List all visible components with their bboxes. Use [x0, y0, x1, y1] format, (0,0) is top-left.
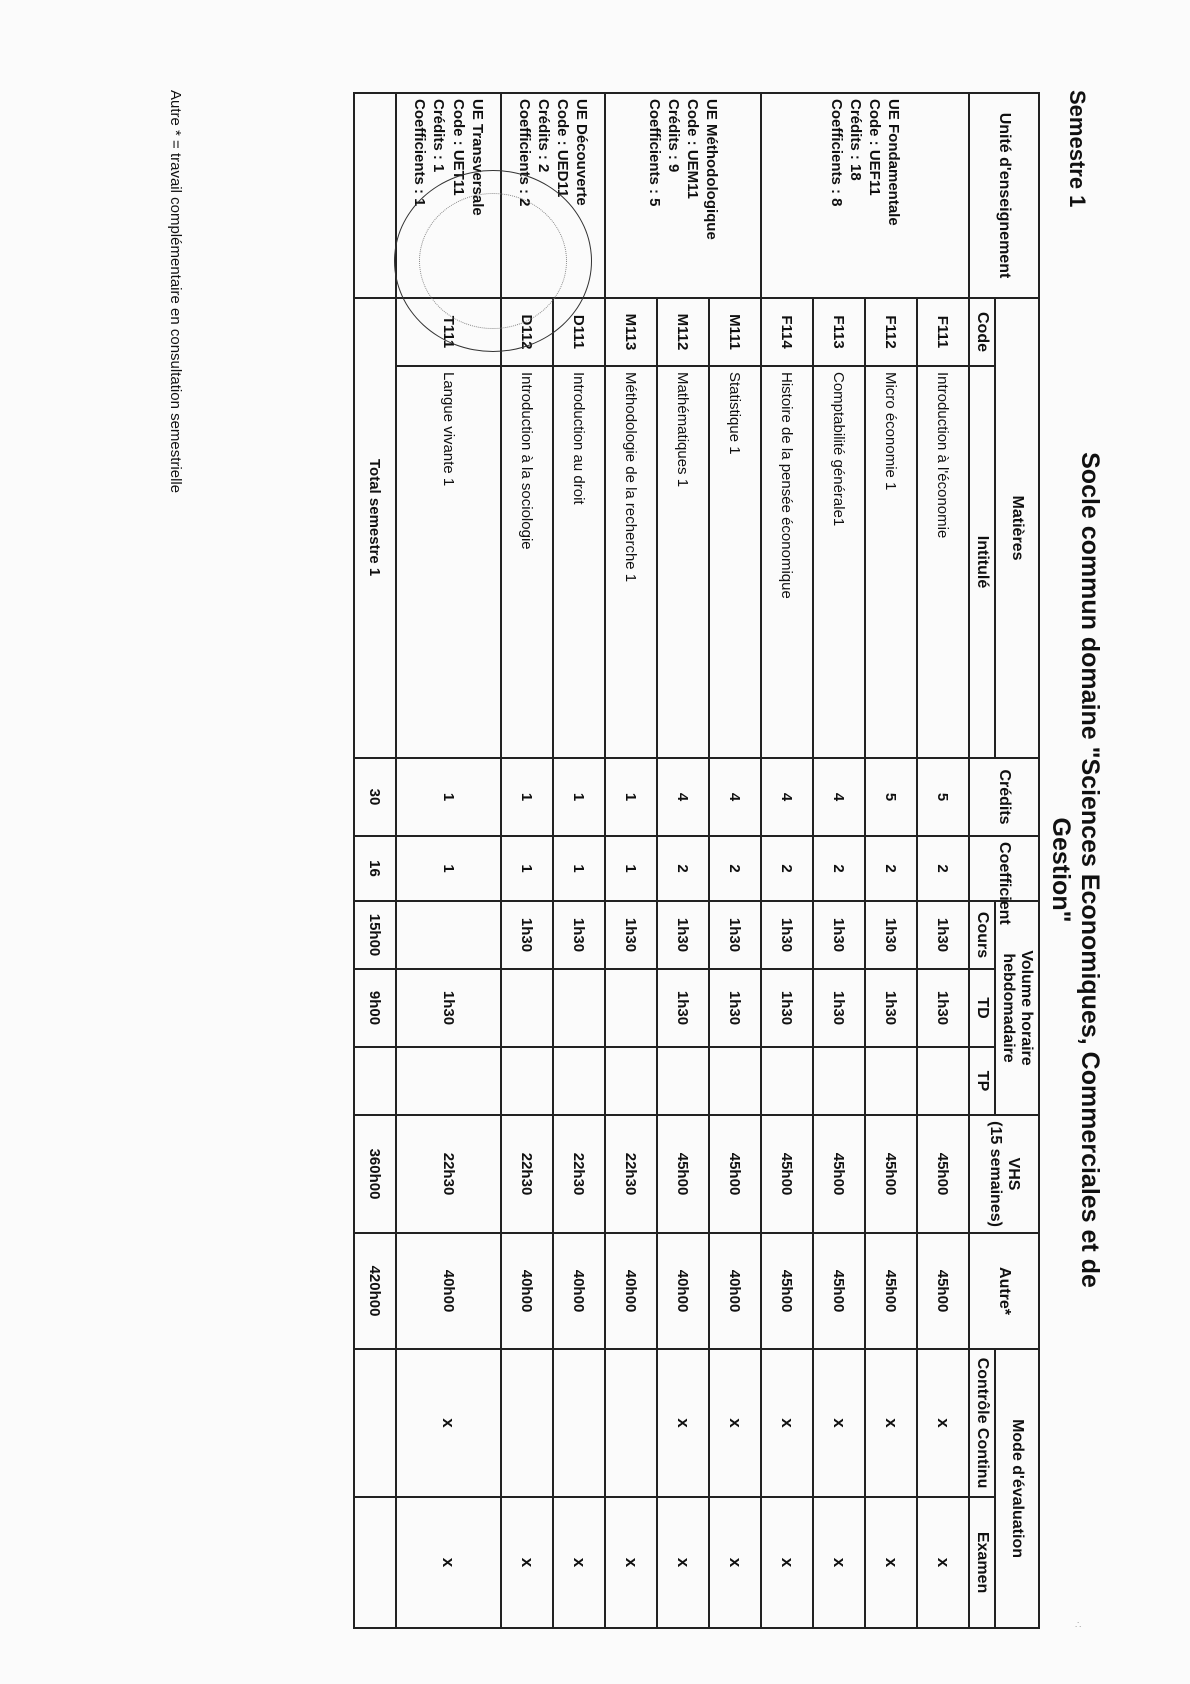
tp-cell	[553, 1047, 605, 1115]
seal-inner-ring	[419, 193, 567, 329]
intitule-cell: Comptabilité générale1	[813, 366, 865, 758]
intitule-cell: Micro économie 1	[865, 366, 917, 758]
credits-cell: 1	[605, 758, 657, 836]
header-autre: Autre*	[969, 1233, 1039, 1349]
examen-cell: x	[396, 1497, 501, 1628]
semester-heading: Semestre 1	[1065, 90, 1090, 208]
document-title: Socle commun domaine "Sciences Economiques, Commerciales et de Gestion"	[1047, 452, 1104, 1288]
examen-cell: x	[709, 1497, 761, 1628]
controle-continu-cell: x	[709, 1349, 761, 1497]
examen-cell: x	[605, 1497, 657, 1628]
table-row	[761, 93, 813, 1628]
coefficient-cell: 1	[605, 836, 657, 901]
tp-cell	[657, 1047, 709, 1115]
header-credits: Crédits	[969, 758, 1039, 836]
autre-cell: 40h00	[605, 1233, 657, 1349]
td-cell	[501, 969, 553, 1047]
coefficient-cell: 2	[761, 836, 813, 901]
total-tp-cell	[354, 1047, 396, 1115]
total-exam-cell	[354, 1497, 396, 1628]
controle-continu-cell	[605, 1349, 657, 1497]
autre-cell: 45h00	[865, 1233, 917, 1349]
tp-cell	[865, 1047, 917, 1115]
examen-cell: x	[761, 1497, 813, 1628]
intitule-cell: Statistique 1	[709, 366, 761, 758]
examen-cell: x	[813, 1497, 865, 1628]
header-intitule: Intitulé	[969, 366, 995, 758]
unit-line: UE Méthodologique	[703, 99, 721, 240]
vhs-cell: 45h00	[865, 1115, 917, 1233]
examen-cell: x	[501, 1497, 553, 1628]
code-cell: D112	[501, 298, 553, 366]
total-cours-cell: 15h00	[354, 901, 396, 969]
code-cell: M112	[657, 298, 709, 366]
rotated-content	[50, 90, 1110, 1630]
credits-cell: 4	[761, 758, 813, 836]
total-coef-cell: 16	[354, 836, 396, 901]
cours-cell: 1h30	[761, 901, 813, 969]
coefficient-cell: 2	[917, 836, 969, 901]
examen-cell: x	[865, 1497, 917, 1628]
td-cell	[605, 969, 657, 1047]
total-vhs-cell: 360h00	[354, 1115, 396, 1233]
vhs-cell: 22h30	[501, 1115, 553, 1233]
unit-line: UE Transversale	[468, 99, 486, 216]
table-row	[657, 93, 709, 1628]
controle-continu-cell: x	[917, 1349, 969, 1497]
unit-line: Crédits : 9	[665, 99, 682, 173]
credits-cell: 1	[501, 758, 553, 836]
credits-cell: 5	[865, 758, 917, 836]
intitule-cell: Méthodologie de la recherche 1	[605, 366, 657, 758]
td-cell: 1h30	[917, 969, 969, 1047]
controle-continu-cell: x	[813, 1349, 865, 1497]
tp-cell	[605, 1047, 657, 1115]
header-tp: TP	[969, 1047, 995, 1115]
header-coefficient: Coefficient	[969, 836, 1039, 901]
controle-continu-cell	[501, 1349, 553, 1497]
coefficient-cell: 1	[553, 836, 605, 901]
coefficient-cell: 1	[396, 836, 501, 901]
table-row	[605, 93, 657, 1628]
vhs-cell: 45h00	[657, 1115, 709, 1233]
unit-line: Coefficients : 1	[411, 99, 429, 207]
vhs-cell: 45h00	[709, 1115, 761, 1233]
total-row	[354, 93, 396, 1628]
corner-mark: ∴	[1075, 1620, 1082, 1631]
unit-line: Coefficients : 8	[827, 99, 845, 207]
coefficient-cell: 2	[865, 836, 917, 901]
vhs-cell: 22h30	[553, 1115, 605, 1233]
td-cell: 1h30	[865, 969, 917, 1047]
intitule-cell: Langue vivante 1	[396, 366, 501, 758]
unit-line: Coefficients : 2	[515, 99, 533, 207]
header-volume-horaire: Volume horaire hebdomadaire	[995, 901, 1039, 1115]
credits-cell: 4	[813, 758, 865, 836]
td-cell: 1h30	[396, 969, 501, 1047]
total-credits-cell: 30	[354, 758, 396, 836]
vhs-cell: 22h30	[396, 1115, 501, 1233]
header-controle-continu: Contrôle Continu	[969, 1349, 995, 1497]
autre-cell: 40h00	[501, 1233, 553, 1349]
intitule-cell: Introduction à la sociologie	[501, 366, 553, 758]
table-row	[709, 93, 761, 1628]
header-examen: Examen	[969, 1497, 995, 1628]
code-cell: F112	[865, 298, 917, 366]
header-vhs-label: VHS	[1005, 1157, 1022, 1191]
unit-line: Crédits : 1	[430, 99, 448, 173]
controle-continu-cell: x	[761, 1349, 813, 1497]
vhs-cell: 45h00	[813, 1115, 865, 1233]
unit-cell	[605, 93, 761, 298]
autre-cell: 45h00	[813, 1233, 865, 1349]
credits-cell: 1	[553, 758, 605, 836]
header-vhs-sub: (15 semaines)	[987, 1121, 1004, 1227]
header-matieres: Matières	[995, 298, 1039, 758]
code-cell: F113	[813, 298, 865, 366]
vhs-cell: 45h00	[761, 1115, 813, 1233]
autre-cell: 45h00	[761, 1233, 813, 1349]
intitule-cell: Mathématiques 1	[657, 366, 709, 758]
code-cell: F114	[761, 298, 813, 366]
total-blank-cell	[354, 93, 396, 298]
header-mode-evaluation: Mode d'évaluation	[995, 1349, 1039, 1628]
tp-cell	[709, 1047, 761, 1115]
code-cell: M113	[605, 298, 657, 366]
tp-cell	[501, 1047, 553, 1115]
controle-continu-cell: x	[396, 1349, 501, 1497]
footnote: Autre * = travail complémentaire en consultation semestrielle	[167, 90, 184, 494]
examen-cell: x	[553, 1497, 605, 1628]
unit-line: Code : UET11	[449, 99, 467, 196]
total-autre-cell: 420h00	[354, 1233, 396, 1349]
examen-cell: x	[917, 1497, 969, 1628]
cours-cell: 1h30	[501, 901, 553, 969]
total-cc-cell	[354, 1349, 396, 1497]
unit-line: Code : UEM11	[684, 99, 702, 200]
intitule-cell: Histoire de la pensée économique	[761, 366, 813, 758]
unit-line: Crédits : 18	[847, 99, 864, 181]
tp-cell	[813, 1047, 865, 1115]
autre-cell: 40h00	[709, 1233, 761, 1349]
unit-line: Code : UED11	[554, 99, 572, 198]
td-cell: 1h30	[761, 969, 813, 1047]
table-row	[917, 93, 969, 1628]
cours-cell: 1h30	[917, 901, 969, 969]
code-cell: D111	[553, 298, 605, 366]
total-label: Total semestre 1	[354, 298, 396, 758]
cours-cell: 1h30	[553, 901, 605, 969]
unit-cell	[761, 93, 969, 298]
td-cell: 1h30	[657, 969, 709, 1047]
td-cell: 1h30	[813, 969, 865, 1047]
unit-line: UE Fondamentale	[885, 99, 903, 226]
total-td-cell: 9h00	[354, 969, 396, 1047]
intitule-cell: Introduction à l'économie	[917, 366, 969, 758]
cours-cell: 1h30	[813, 901, 865, 969]
examen-cell: x	[657, 1497, 709, 1628]
credits-cell: 4	[709, 758, 761, 836]
unit-line: Crédits : 2	[535, 99, 552, 173]
coefficient-cell: 2	[813, 836, 865, 901]
controle-continu-cell: x	[865, 1349, 917, 1497]
cours-cell	[396, 901, 501, 969]
coefficient-cell: 1	[501, 836, 553, 901]
autre-cell: 40h00	[657, 1233, 709, 1349]
td-cell	[553, 969, 605, 1047]
autre-cell: 45h00	[917, 1233, 969, 1349]
cours-cell: 1h30	[657, 901, 709, 969]
controle-continu-cell: x	[657, 1349, 709, 1497]
tp-cell	[396, 1047, 501, 1115]
official-seal-icon	[394, 170, 592, 352]
tp-cell	[917, 1047, 969, 1115]
credits-cell: 5	[917, 758, 969, 836]
intitule-cell: Introduction au droit	[553, 366, 605, 758]
autre-cell: 40h00	[396, 1233, 501, 1349]
header-row-1	[995, 93, 1039, 1628]
header-code: Code	[969, 298, 995, 366]
coefficient-cell: 2	[657, 836, 709, 901]
unit-line: Coefficients : 5	[645, 99, 663, 207]
credits-cell: 4	[657, 758, 709, 836]
header-unite: Unité d'enseignement	[969, 93, 1039, 298]
tp-cell	[761, 1047, 813, 1115]
unit-line: UE Découverte	[573, 99, 591, 206]
code-cell: M111	[709, 298, 761, 366]
cours-cell: 1h30	[709, 901, 761, 969]
cours-cell: 1h30	[865, 901, 917, 969]
header-td: TD	[969, 969, 995, 1047]
coefficient-cell: 2	[709, 836, 761, 901]
vhs-cell: 45h00	[917, 1115, 969, 1233]
vhs-cell: 22h30	[605, 1115, 657, 1233]
table-row	[865, 93, 917, 1628]
unit-line: Code : UEF11	[866, 99, 884, 196]
credits-cell: 1	[396, 758, 501, 836]
cours-cell: 1h30	[605, 901, 657, 969]
td-cell: 1h30	[709, 969, 761, 1047]
controle-continu-cell	[553, 1349, 605, 1497]
header-vhs	[969, 1115, 1039, 1233]
autre-cell: 40h00	[553, 1233, 605, 1349]
header-cours: Cours	[969, 901, 995, 969]
table-row	[813, 93, 865, 1628]
semester-heading-wrap	[1060, 90, 1090, 220]
code-cell: T111	[396, 298, 501, 366]
code-cell: F111	[917, 298, 969, 366]
